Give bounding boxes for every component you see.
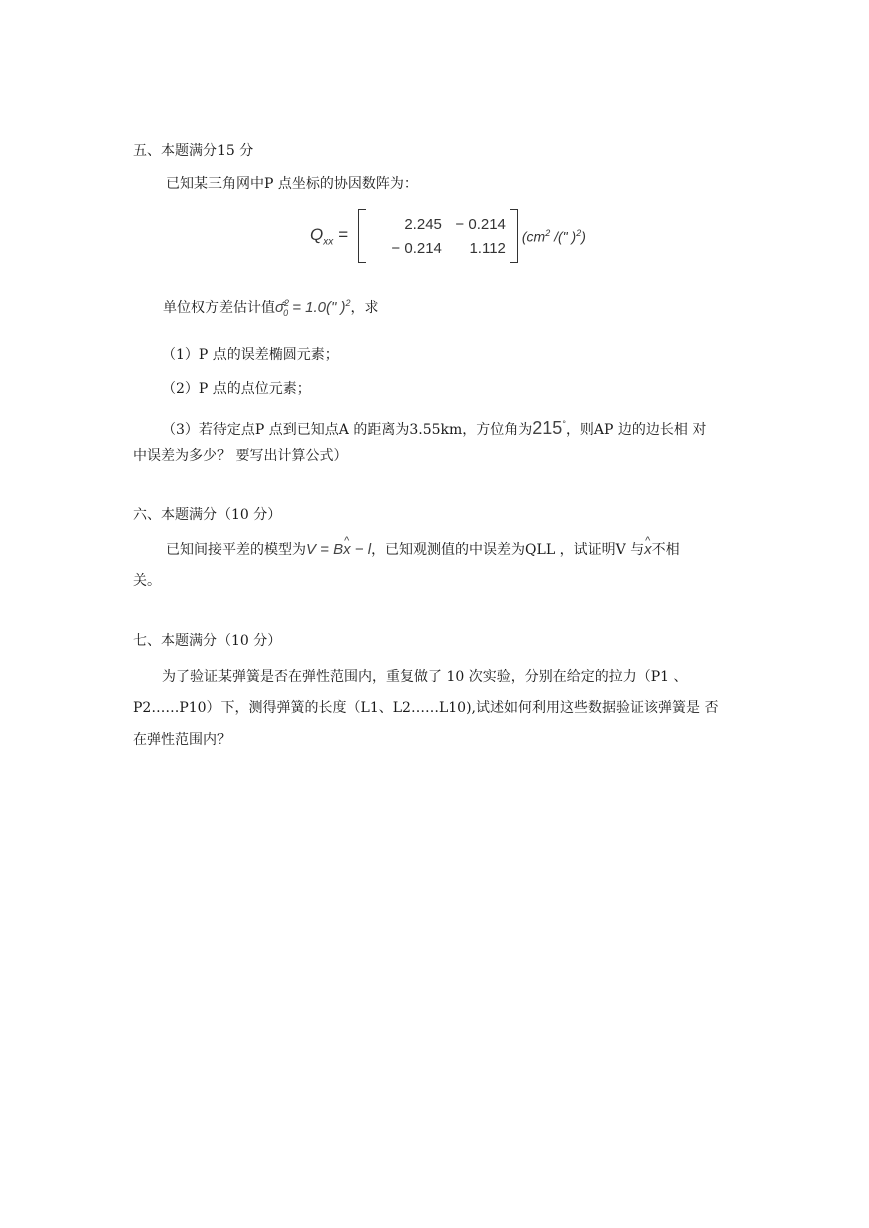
matrix-cell: − 0.214 (391, 239, 442, 257)
matrix-grid (366, 212, 510, 260)
indirect-adjustment-model: V = B^ x − l (306, 541, 371, 558)
q7-line-3: 在弹性范围内？ (133, 732, 231, 748)
variance-formula: σ̂$^2_0$ = 1.0(" )$^2$ (275, 298, 351, 318)
q6-title: 六、本题满分（10 分） (133, 507, 282, 523)
azimuth-angle: 215° (532, 418, 566, 438)
q5-variance-line: 单位权方差估计值σ̂$^2_0$ = 1.0(" )$^2$，求 (163, 298, 379, 318)
q7-title: 七、本题满分（10 分） (133, 633, 282, 649)
cofactor-matrix (310, 206, 586, 266)
q6-line-2: 关。 (133, 573, 161, 589)
matrix-cell: 1.112 (469, 239, 506, 257)
q7-line-1: 为了验证某弹簧是否在弹性范围内，重复做了 10 次实验，分别在给定的拉力（P1 、 (162, 669, 688, 685)
q5-title: 五、本题满分15 分 (133, 143, 254, 159)
q7-line-2: P2……P10）下，测得弹簧的长度（L1、L2……L10),试述如何利用这些数据验证该弹簧是 否 (133, 700, 719, 716)
matrix-cell: − 0.214 (455, 215, 506, 233)
q5-item-2: （2）P 点的点位元素； (162, 381, 311, 397)
matrix-cell: 2.245 (404, 215, 442, 233)
x-hat-symbol: ^ x (644, 540, 652, 560)
q5-item-3-line2: 中误差为多少？ 要写出计算公式） (133, 448, 348, 464)
right-bracket (510, 209, 518, 263)
left-bracket (358, 209, 366, 263)
q5-item-1: （1）P 点的误差椭圆元素； (162, 347, 339, 363)
q6-line-1: 已知间接平差的模型为V = B^ x − l，已知观测值的中误差为QLL ，试证明V 与^ x不相 (166, 540, 680, 560)
matrix-unit: ($cm^2$ /(" )$^2$) (521, 227, 586, 245)
q5-intro: 已知某三角网中P 点坐标的协因数阵为： (166, 176, 418, 192)
q5-item-3: （3）若待定点P 点到已知点A 的距离为3.55km，方位角为215°，则AP 边的边长相 对 (162, 418, 707, 438)
matrix-label: $Q_{xx}$ = (310, 224, 348, 248)
